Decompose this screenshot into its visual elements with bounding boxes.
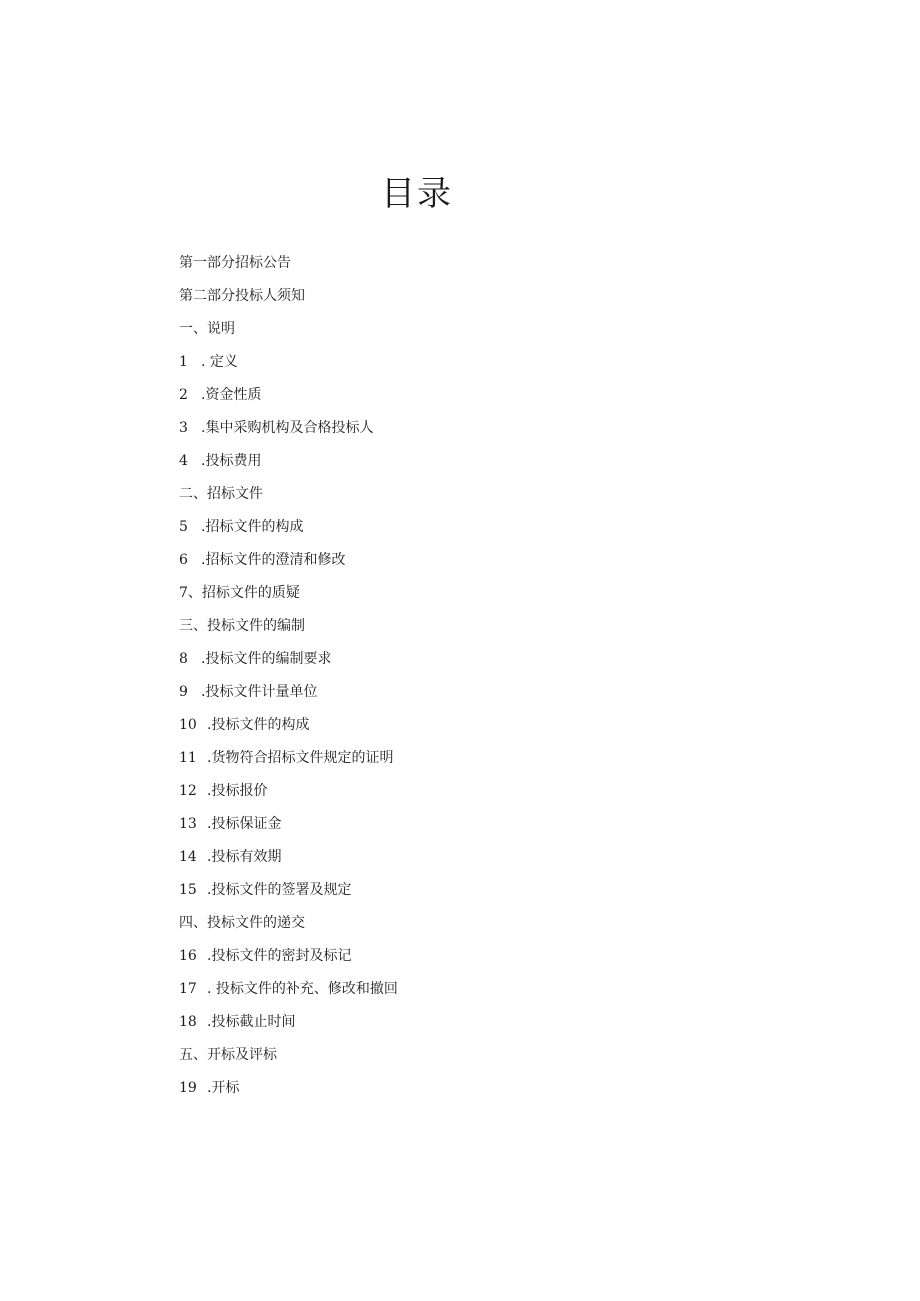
toc-item-number: 15 [179,882,197,898]
toc-item-text: .投标报价 [207,783,268,799]
toc-item [179,549,398,582]
toc-item [179,1044,398,1077]
toc-item-text: .投标文件的编制要求 [201,651,332,667]
toc-item-number: 4 [179,453,188,469]
toc-item [179,582,398,615]
toc-item-text: .招标文件的构成 [201,519,304,535]
toc-item [179,978,398,1011]
toc-item-text: .集中采购机构及合格投标人 [201,420,374,436]
toc-item-number: 5 [179,519,188,535]
toc-item-text: 7、招标文件的质疑 [179,585,300,601]
toc-item-number: 12 [179,783,197,799]
toc-item-text: .开标 [207,1080,240,1096]
toc-item [179,1011,398,1044]
toc-item [179,516,398,549]
toc-item [179,945,398,978]
toc-item-number: 10 [179,717,197,733]
toc-item-number: 9 [179,684,188,700]
toc-item [179,780,398,813]
toc-item-number: 6 [179,552,188,568]
toc-list [179,252,398,1110]
toc-item-number: 19 [179,1080,197,1096]
toc-item [179,252,398,285]
toc-item-text: .投标文件的密封及标记 [207,948,352,964]
toc-item-text: .投标保证金 [207,816,282,832]
toc-title: 目录 [381,174,453,214]
toc-item-number: 1 [179,354,188,370]
toc-item-text: 第一部分招标公告 [179,255,291,271]
toc-item [179,846,398,879]
toc-item-text: 二、招标文件 [179,486,263,502]
toc-item-text: . 定义 [201,354,238,370]
toc-item [179,285,398,318]
toc-item-text: . 投标文件的补充、修改和撤回 [207,981,398,997]
toc-item-text: 五、开标及评标 [179,1047,277,1063]
toc-item [179,747,398,780]
toc-item [179,615,398,648]
toc-item-text: 第二部分投标人须知 [179,288,305,304]
toc-item-number: 3 [179,420,188,436]
toc-item-text: 三、投标文件的编制 [179,618,305,634]
toc-item [179,417,398,450]
toc-item [179,648,398,681]
toc-item-number: 17 [179,981,197,997]
toc-item-text: .投标文件的构成 [207,717,310,733]
toc-item [179,813,398,846]
toc-item-number: 2 [179,387,188,403]
toc-item [179,879,398,912]
toc-item [179,318,398,351]
toc-item [179,912,398,945]
toc-item-text: 四、投标文件的递交 [179,915,305,931]
toc-item-number: 18 [179,1014,197,1030]
toc-item-number: 16 [179,948,197,964]
toc-item [179,351,398,384]
toc-item-text: .投标截止时间 [207,1014,296,1030]
toc-item-text: .投标有效期 [207,849,282,865]
toc-item [179,384,398,417]
toc-item-text: .货物符合招标文件规定的证明 [207,750,394,766]
toc-item [179,450,398,483]
toc-item [179,1077,398,1110]
toc-item-text: .投标文件计量单位 [201,684,318,700]
toc-item-text: .招标文件的澄清和修改 [201,552,346,568]
toc-item [179,681,398,714]
toc-item-number: 13 [179,816,197,832]
toc-item-number: 8 [179,651,188,667]
toc-item-text: .投标文件的签署及规定 [207,882,352,898]
toc-item [179,714,398,747]
toc-item-number: 14 [179,849,197,865]
toc-item-text: 一、说明 [179,321,235,337]
toc-item-text: .投标费用 [201,453,262,469]
toc-item [179,483,398,516]
toc-item-number: 11 [179,750,197,766]
toc-item-text: .资金性质 [201,387,262,403]
